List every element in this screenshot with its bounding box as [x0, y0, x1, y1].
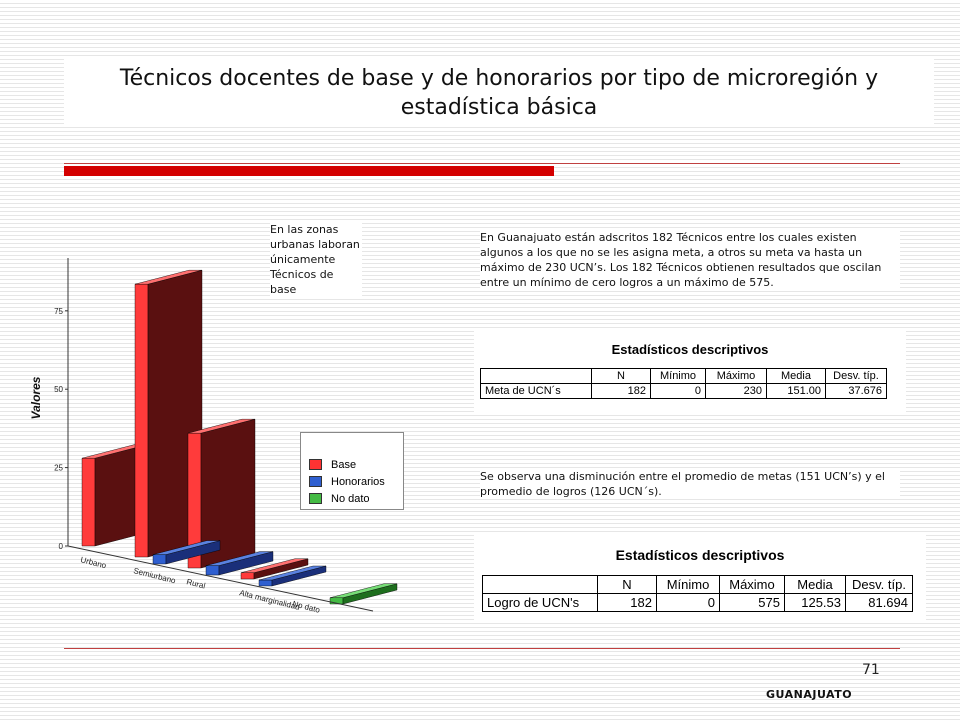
header-mean: Media	[785, 576, 846, 594]
footer-label: GUANAJUATO	[766, 688, 853, 701]
y-tick-label: 50	[54, 385, 63, 395]
header-sd: Desv. típ.	[826, 369, 887, 384]
cell-mean: 125.53	[785, 594, 846, 612]
x-tick-label: Semiurbano	[132, 566, 177, 586]
cell-min: 0	[651, 384, 706, 399]
comparison-paragraph: Se observa una disminución entre el promedio de metas (151 UCN’s) y el promedio de logros (126 UCN´s).	[480, 469, 900, 499]
bar-front-honorarios	[153, 555, 166, 564]
chart-note: En las zonas urbanas laboran únicamente Técnicos de base	[270, 222, 362, 297]
summary-paragraph: En Guanajuato están adscritos 182 Técnicos entre los cuales existen algunos a los que no se les asigna meta, a otros su meta va hasta un máximo de 230 UCN’s. Los 182 Técnicos obtienen resultados que oscilan entre un mínimo de cero logros a un máximo de 575.	[480, 230, 900, 290]
cell-sd: 81.694	[846, 594, 913, 612]
bar-front-honorarios	[206, 566, 219, 575]
stats-corner	[481, 369, 592, 384]
x-tick-label: Rural	[185, 577, 207, 591]
legend-swatch-base	[309, 459, 322, 470]
legend-label-no-dato: No dato	[331, 492, 370, 505]
y-tick-label: 75	[54, 306, 63, 316]
header-max: Máximo	[720, 576, 785, 594]
header-sd: Desv. típ.	[846, 576, 913, 594]
stats-grid	[482, 575, 913, 612]
chart-legend	[300, 432, 404, 510]
divider-bottom	[64, 648, 900, 649]
cell-mean: 151.00	[767, 384, 826, 399]
x-tick-label: No dato	[291, 599, 321, 615]
header-max: Máximo	[706, 369, 767, 384]
y-axis-label: Valores	[29, 376, 43, 420]
stats-corner	[483, 576, 598, 594]
y-tick-label: 25	[54, 463, 63, 473]
legend-label-base: Base	[331, 458, 357, 471]
legend-item-no-dato	[301, 490, 403, 507]
legend-swatch-honorarios	[309, 476, 322, 487]
x-tick-label: Alta marginalidad	[238, 588, 301, 612]
stats-title: Estadísticos descriptivos	[615, 547, 785, 563]
cell-sd: 37.676	[826, 384, 887, 399]
cell-max: 575	[720, 594, 785, 612]
legend-label-honorarios: Honorarios	[331, 475, 385, 488]
stats-table-meta	[474, 330, 906, 414]
bar-front-base	[82, 458, 95, 546]
stats-table-logro	[474, 535, 926, 623]
bar-front-base	[135, 284, 148, 557]
cell-min: 0	[657, 594, 720, 612]
stats-title: Estadísticos descriptivos	[611, 342, 769, 357]
stats-grid	[480, 368, 887, 399]
x-tick-label: Urbano	[79, 555, 108, 571]
page-number: 71	[862, 662, 880, 678]
row-label: Logro de UCN's	[483, 594, 598, 612]
bar-front-honorarios	[259, 580, 272, 586]
cell-n: 182	[592, 384, 651, 399]
page-title: Técnicos docentes de base y de honorarios por tipo de microregión y estadística básica	[64, 58, 934, 126]
cell-max: 230	[706, 384, 767, 399]
row-label: Meta de UCN´s	[481, 384, 592, 399]
legend-swatch-no-dato	[309, 493, 322, 504]
legend-item-honorarios	[301, 473, 403, 490]
legend-item-base	[301, 456, 403, 473]
bar-front-base	[241, 573, 254, 579]
y-tick-label: 0	[58, 542, 63, 551]
header-n: N	[592, 369, 651, 384]
cell-n: 182	[598, 594, 657, 612]
header-n: N	[598, 576, 657, 594]
header-min: Mínimo	[657, 576, 720, 594]
header-mean: Media	[767, 369, 826, 384]
header-min: Mínimo	[651, 369, 706, 384]
